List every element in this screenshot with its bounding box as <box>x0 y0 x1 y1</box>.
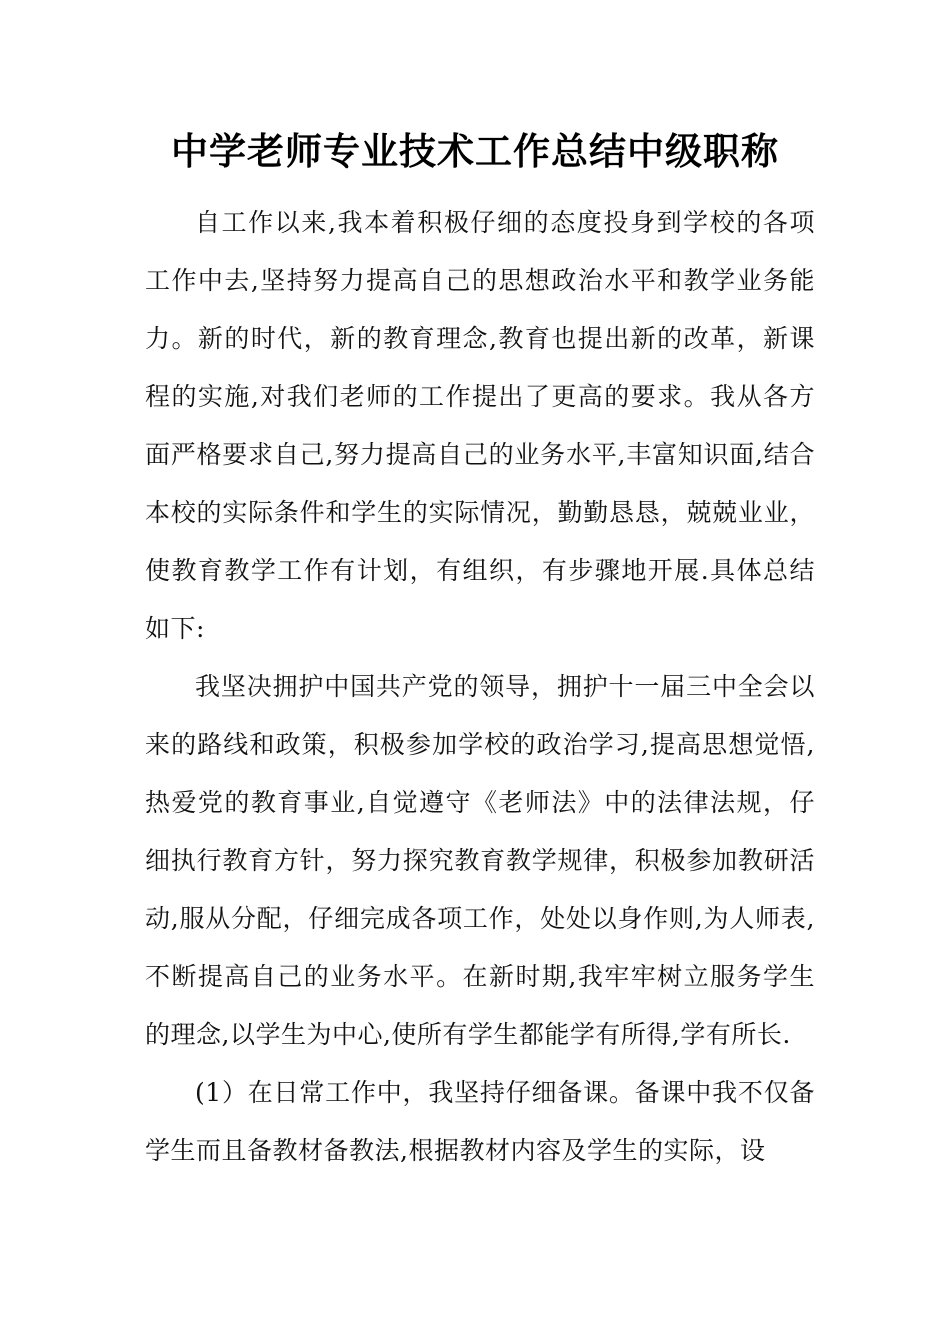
paragraph-lesson-prep: (1）在日常工作中，我坚持仔细备课。备课中我不仅备学生而且备教材备教法,根据教材内容及学生的实际，设 <box>145 1078 815 1165</box>
document-title: 中学老师专业技术工作总结中级职称 <box>171 130 779 173</box>
paragraph-intro: 自工作以来,我本着积极仔细的态度投身到学校的各项工作中去,坚持努力提高自己的思想政治水平和教学业务能力。新的时代，新的教育理念,教育也提出新的改革，新课程的实施,对我们老师的工作提出了更高的要求。我从各方面严格要求自己,努力提高自己的业务水平,丰富知识面,结合本校的实际条件和学生的实际情况，勤勤恳恳，兢兢业业，使教育教学工作有计划，有组织，有步骤地开展.具体总结如下: <box>145 208 815 643</box>
paragraph-political: 我坚决拥护中国共产党的领导，拥护十一届三中全会以来的路线和政策，积极参加学校的政治学习,提高思想觉悟,热爱党的教育事业,自觉遵守《老师法》中的法律法规，仔细执行教育方针，努力探究教育教学规律，积极参加教研活动,服从分配，仔细完成各项工作，处处以身作则,为人师表,不断提高自己的业务水平。在新时期,我牢牢树立服务学生的理念,以学生为中心,使所有学生都能学有所得,学有所长. <box>145 672 815 1049</box>
document-body <box>145 194 815 1180</box>
